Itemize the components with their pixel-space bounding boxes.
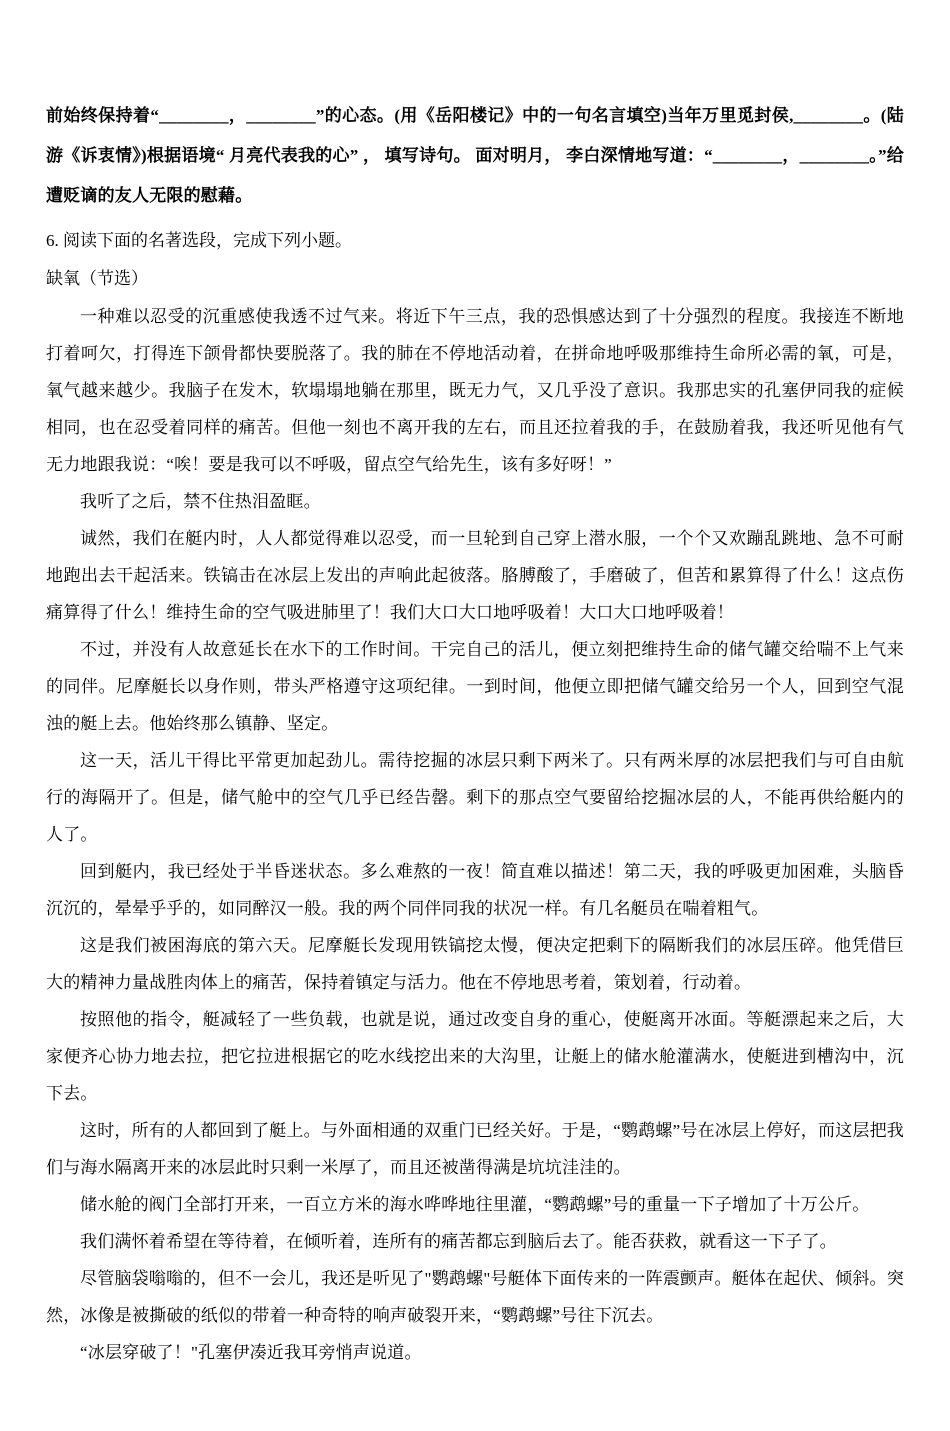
passage-title: 缺氧（节选） (46, 269, 148, 288)
passage-paragraph: 回到艇内，我已经处于半昏迷状态。多么难熬的一夜！简直难以描述！第二天，我的呼吸更加困难，头脑昏沉沉的，晕晕乎乎的，如同醉汉一般。我的两个同伴同我的状况一样。有几名艇员在喘着粗气。 (46, 862, 904, 918)
passage-paragraph: 储水舱的阀门全部打开来，一百立方米的海水哗哗地往里灌，“鹦鹉螺”号的重量一下子增加了十万公斤。 (80, 1195, 870, 1214)
passage-paragraph: 一种难以忍受的沉重感使我透不过气来。将近下午三点，我的恐惧感达到了十分强烈的程度。我接连不断地打着呵欠，打得连下颌骨都快要脱落了。我的肺在不停地活动着，在拼命地呼吸那维持生命所必需的氧，可是，氧气越来越少。我脑子在发木，软塌塌地躺在那里，既无力气，又几乎没了意识。我那忠实的孔塞伊同我的症候相同，也在忍受着同样的痛苦。但他一刻也不离开我的左右，而且还拉着我的手，在鼓励着我，我还听见他有气无力地跟我说：“唉！要是我可以不呼吸，留点空气给先生，该有多好呀！” (46, 307, 904, 474)
passage-paragraph: 我们满怀着希望在等待着，在倾听着，连所有的痛苦都忘到脑后去了。能否获救，就看这一下子了。 (80, 1232, 837, 1251)
passage-paragraph: 这时，所有的人都回到了艇上。与外面相通的双重门已经关好。于是，“鹦鹉螺”号在冰层上停好，而这层把我们与海水隔离开来的冰层此时只剩一米厚了，而且还被凿得满是坑坑洼洼的。 (46, 1121, 904, 1177)
passage-paragraph: 这是我们被困海底的第六天。尼摩艇长发现用铁镐挖太慢，便决定把剩下的隔断我们的冰层压碎。他凭借巨大的精神力量战胜肉体上的痛苦，保持着镇定与活力。他在不停地思考着，策划着，行动着。 (46, 936, 904, 992)
passage-paragraph: 尽管脑袋嗡嗡的，但不一会儿，我还是听见了"鹦鹉螺"号艇体下面传来的一阵震颤声。艇体在起伏、倾斜。突然，冰像是被撕破的纸似的带着一种奇特的响声破裂开来，“鹦鹉螺”号往下沉去。 (46, 1269, 904, 1325)
passage-paragraph: 诚然，我们在艇内时，人人都觉得难以忍受，而一旦轮到自己穿上潜水服，一个个又欢蹦乱跳地、急不可耐地跑出去干起活来。铁镐击在冰层上发出的声响此起彼落。胳膊酸了，手磨破了，但苦和累算得了什么！这点伤痛算得了什么！维持生命的空气吸进肺里了！我们大口大口地呼吸着！大口大口地呼吸着！ (46, 529, 904, 622)
previous-question-continuation-text: 前始终保持着“________，________”的心态。(用《岳阳楼记》中的一句名言填空)当年万里觅封侯,________。(陆游《诉衷情》)根据语境“ 月亮代表我的心” ， 填写诗句。 面对明月， 李白深情地写道：“________，________。”给遭贬谪的友人无限的慰藉。 (46, 106, 904, 205)
question-6-intro: 6. 阅读下面的名著选段，完成下列小题。 (46, 231, 352, 250)
passage-paragraph: 我听了之后，禁不住热泪盈眶。 (80, 492, 321, 511)
passage-paragraph: 按照他的指令，艇减轻了一些负载，也就是说，通过改变自身的重心，使艇离开冰面。等艇漂起来之后，大家便齐心协力地去拉，把它拉进根据它的吃水线挖出来的大沟里，让艇上的储水舱灌满水，使艇进到槽沟中，沉下去。 (46, 1010, 904, 1103)
passage-paragraph: 不过，并没有人故意延长在水下的工作时间。干完自己的活儿，便立刻把维持生命的储气罐交给喘不上气来的同伴。尼摩艇长以身作则，带头严格遵守这项纪律。一到时间，他便立即把储气罐交给另一个人，回到空气混浊的艇上去。他始终那么镇静、坚定。 (46, 640, 904, 733)
passage-paragraph: 这一天，活儿干得比平常更加起劲儿。需待挖掘的冰层只剩下两米了。只有两米厚的冰层把我们与可自由航行的海隔开了。但是，储气舱中的空气几乎已经告罄。剩下的那点空气要留给挖掘冰层的人，不能再供给艇内的人了。 (46, 751, 904, 844)
passage-paragraph: “冰层穿破了！"孔塞伊凑近我耳旁悄声说道。 (80, 1343, 422, 1362)
